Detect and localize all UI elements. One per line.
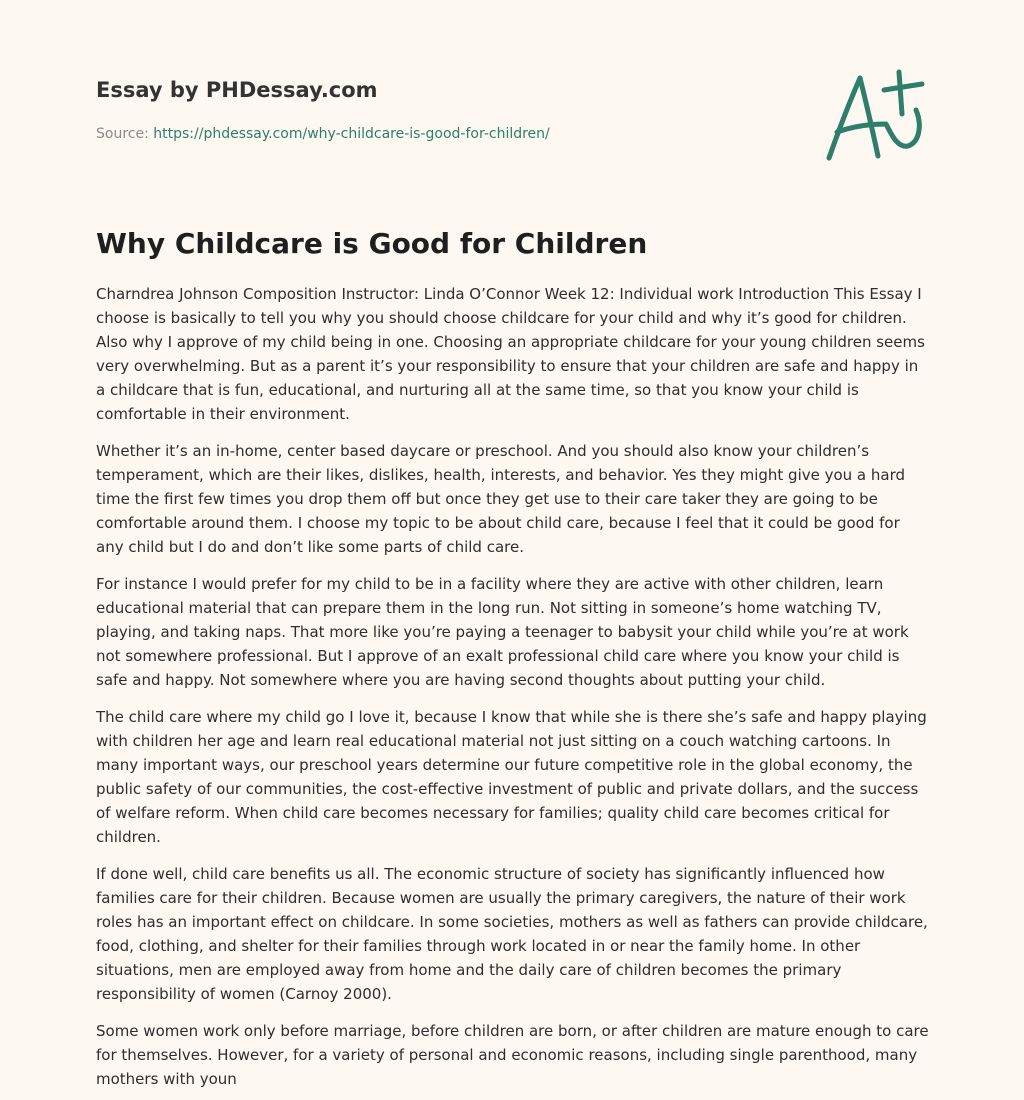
essay-paragraph: The child care where my child go I love it, because I know that while she is there she’s safe and happy playing with children her age and learn real educational material not just sitting on a couch watching cartoons. In many important ways, our preschool years determine our future competitive role in the global economy, the public safety of our communities, the cost-effective investment of public and private dollars, and the success of welfare reform. When child care becomes necessary for families; quality child care becomes critical for children. [96,708,927,846]
essay-paragraph: Charndrea Johnson Composition Instructor: Linda O’Connor Week 12: Individual work Introduction This Essay I choose is basically to tell you why you should choose childcare for your child and why it’s good for children. Also why I approve of my child being in one. Choosing an appropriate childcare for your young children seems very overwhelming. But as a parent it’s your responsibility to ensure that your children are safe and happy in a childcare that is fun, educational, and nurturing all at the same time, so that you know your child is comfortable in their environment. [96,285,925,423]
source-label: Source: [96,126,154,142]
essay-title: Why Childcare is Good for Children [96,227,648,260]
essay-paragraph: If done well, child care benefits us all. The economic structure of society has significantly influenced how families care for their children. Because women are usually the primary caregivers, the nature of their work roles has an important effect on childcare. In some societies, mothers as well as fathers can provide childcare, food, clothing, and shelter for their families through work located in or near the family home. In other situations, men are employed away from home and the daily care of children becomes the primary responsibility of women (Carnoy 2000). [96,865,928,1003]
essay-paragraph: Whether it’s an in-home, center based daycare or preschool. And you should also know your children’s temperament, which are their likes, dislikes, health, interests, and behavior. Yes they might give you a hard time the first few times you drop them off but once they get use to their care taker they are going to be comfortable around them. I choose my topic to be about child care, because I feel that it could be good for any child but I do and don’t like some parts of child care. [96,442,906,556]
essay-paragraph: Some women work only before marriage, before children are born, or after children are mature enough to care for themselves. However, for a variety of personal and economic reasons, including single parenthood, many mothers with youn [96,1022,929,1088]
source-line [96,124,796,144]
source-link[interactable]: https://phdessay.com/why-childcare-is-good-for-children/ [153,126,550,142]
brand-title: Essay by PHDessay.com [96,78,378,102]
essay-body [96,226,932,1100]
a-plus-grade-icon [820,66,930,166]
essay-paragraph: For instance I would prefer for my child to be in a facility where they are active with other children, learn educational material that can prepare them in the long run. Not sitting in someone’s home watching TV, playing, and taking naps. That more like you’re paying a teenager to babysit your child while you’re at work not somewhere professional. But I approve of an exalt professional child care where you know your child is safe and happy. Not somewhere where you are having second thoughts about putting your child. [96,575,909,689]
page-header [96,76,796,144]
